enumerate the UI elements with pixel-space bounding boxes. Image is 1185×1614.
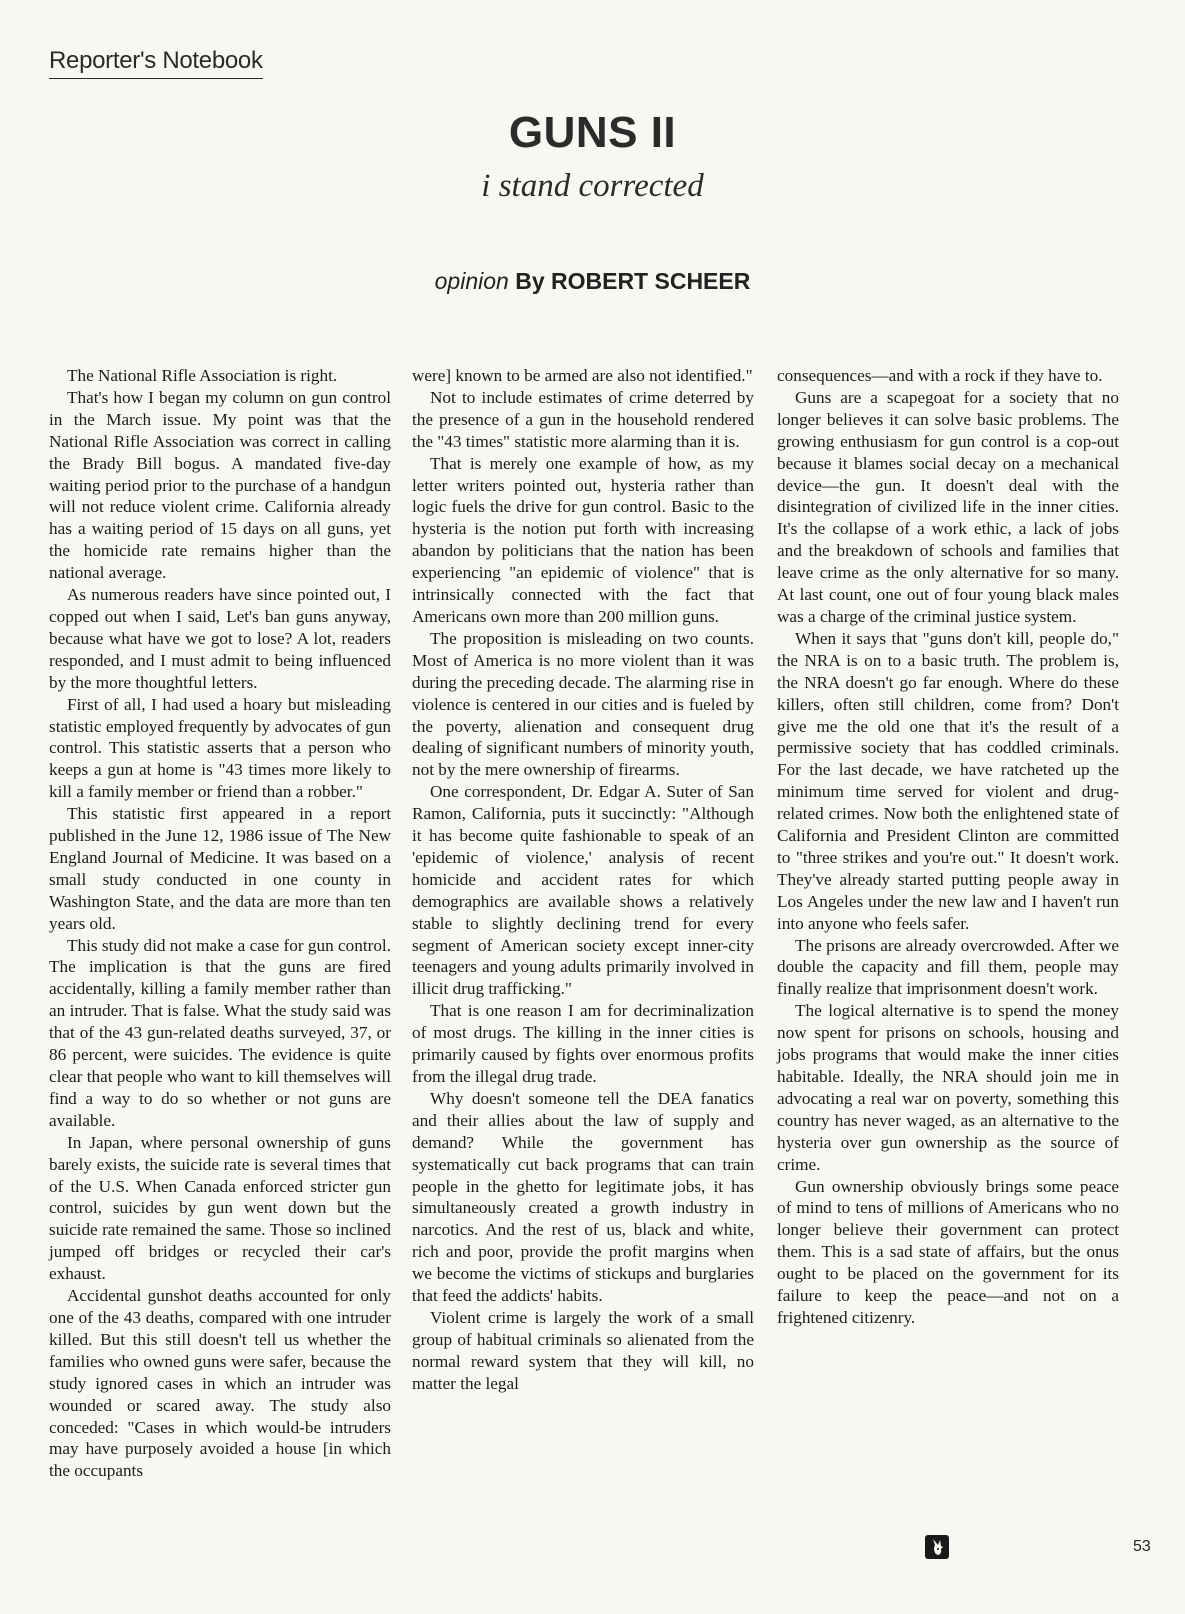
- paragraph: First of all, I had used a hoary but misleading statistic employed frequently by advocates of gun control. This statistic asserts that a person who keeps a gun at home is "43 times more likely to kill a family member or friend than a robber.": [49, 694, 391, 802]
- paragraph: Not to include estimates of crime deterred by the presence of a gun in the household rendered the "43 times" statistic more alarming than it is.: [412, 387, 754, 451]
- byline-kind: opinion: [434, 268, 509, 294]
- paragraph: When it says that "guns don't kill, people do," the NRA is on to a basic truth. The problem is, the NRA doesn't go far enough. Where do these killers, often still children, come from? Don't give me the old one that it's the result of a permissive society that has coddled criminals. For the last decade, we have ratcheted up the minimum time served for violent and drug-related crimes. Now both the enlightened state of California and President Clinton are committed to "three strikes and you're out." It doesn't work. They've already started putting people away in Los Angeles under the new law and I haven't run into anyone who feels safer.: [777, 628, 1119, 933]
- rabbit-head-icon: [925, 1535, 949, 1559]
- article-column-1: [49, 365, 391, 1482]
- paragraph: Accidental gunshot deaths accounted for only one of the 43 deaths, compared with one intruder killed. But this still doesn't tell us whether the families who owned guns were safer, because the study ignored cases in which an intruder was wounded or scared away. The study also conceded: "Cases in which would-be intruders may have purposely avoided a house [in which the occupants: [49, 1286, 391, 1481]
- article-column-3: [777, 365, 1119, 1329]
- article-subtitle: i stand corrected: [481, 168, 704, 204]
- paragraph: Gun ownership obviously brings some peace of mind to tens of millions of Americans who no longer believe their government can protect them. This is a sad state of affairs, but the onus ought to be placed on the government for its failure to keep the peace—and not on a frightened citizenry.: [777, 1176, 1119, 1327]
- paragraph: were] known to be armed are also not identified.": [412, 366, 753, 385]
- paragraph: That is merely one example of how, as my letter writers pointed out, hysteria rather than logic fuels the drive for gun control. Basic to the hysteria is the notion put forth with increasing abandon by politicians that the nation has been experiencing "an epidemic of violence" that is intrinsically connected with the fact that Americans own more than 200 million guns.: [412, 453, 754, 626]
- page-number: 53: [1133, 1538, 1151, 1555]
- paragraph: The prisons are already overcrowded. After we double the capacity and fill them, people may finally realize that imprisonment doesn't work.: [777, 935, 1119, 999]
- paragraph: Guns are a scapegoat for a society that no longer believes it can solve basic problems. The growing enthusiasm for gun control is a cop-out because it blames social decay on a mechanical device—the gun. It doesn't deal with the disintegration of civilized life in the inner cities. It's the collapse of a work ethic, a lack of jobs and the breakdown of schools and families that leave crime as the only alternative for so many. At last count, one out of four young black males was a charge of the criminal justice system.: [777, 387, 1119, 626]
- byline-author: By ROBERT SCHEER: [515, 268, 751, 294]
- paragraph: That is one reason I am for decriminalization of most drugs. The killing in the inner cities is primarily caused by fights over enormous profits from the illegal drug trade.: [412, 1001, 754, 1086]
- paragraph: As numerous readers have since pointed out, I copped out when I said, Let's ban guns anyway, because what have we got to lose? A lot, readers responded, and I must admit to being influenced by the more thoughtful letters.: [49, 585, 391, 692]
- paragraph: Why doesn't someone tell the DEA fanatics and their allies about the law of supply and demand? While the government has systematically cut back programs that can train people in the ghetto for legitimate jobs, it has simultaneously created a growth industry in narcotics. And the rest of us, black and white, rich and poor, provide the profit margins when we become the victims of stickups and burglaries that feed the addicts' habits.: [412, 1088, 754, 1306]
- paragraph: consequences—and with a rock if they have to.: [777, 366, 1103, 385]
- byline: [0, 268, 1185, 295]
- article-title: GUNS II: [508, 108, 677, 157]
- paragraph: The logical alternative is to spend the money now spent for prisons on schools, housing and jobs programs that would make the inner cities habitable. Ideally, the NRA should join me in advocating a real war on poverty, something this country has never waged, as an alternative to the hysteria over gun ownership as the source of crime.: [777, 1001, 1119, 1174]
- paragraph: One correspondent, Dr. Edgar A. Suter of San Ramon, California, puts it succinctly: "Although it has become quite fashionable to speak of an 'epidemic of violence,' analysis of recent homicide and accident rates for which demographics are available shows a relatively stable to slightly declining trend for every segment of American society except inner-city teenagers and young adults primarily involved in illicit drug trafficking.": [412, 782, 754, 999]
- article-column-2: [412, 365, 754, 1395]
- paragraph: This statistic first appeared in a report published in the June 12, 1986 issue of The New England Journal of Medicine. It was based on a small study conducted in one county in Washington State, and the data are more than ten years old.: [49, 804, 391, 933]
- paragraph: This study did not make a case for gun control. The implication is that the guns are fired accidentally, killing a family member rather than an intruder. That is false. What the study said was that of the 43 gun-related deaths surveyed, 37, or 86 percent, were suicides. The evidence is quite clear that people who want to kill themselves will find a way to do so whether or not guns are available.: [49, 935, 391, 1130]
- paragraph: The National Rifle Association is right.: [67, 366, 338, 385]
- paragraph: Violent crime is largely the work of a small group of habitual criminals so alienated from the normal reward system that they will kill, no matter the legal: [412, 1307, 754, 1393]
- paragraph: That's how I began my column on gun control in the March issue. My point was that the National Rifle Association was correct in calling the Brady Bill bogus. A mandated five-day waiting period prior to the purchase of a handgun will not reduce violent crime. California already has a waiting period of 15 days on all guns, yet the homicide rate remains higher than the national average.: [49, 387, 391, 583]
- paragraph: In Japan, where personal ownership of guns barely exists, the suicide rate is several times that of the U.S. When Canada enforced stricter gun control, suicides by gun went down but the suicide rate remained the same. Those so inclined jumped off bridges or recycled their car's exhaust.: [49, 1132, 391, 1284]
- paragraph: The proposition is misleading on two counts. Most of America is no more violent than it was during the preceding decade. The alarming rise in violence is centered in our cities and is fueled by the poverty, alienation and consequent drug dealing of significant numbers of minority youth, not by the mere ownership of firearms.: [412, 628, 754, 780]
- section-label: Reporter's Notebook: [49, 47, 263, 79]
